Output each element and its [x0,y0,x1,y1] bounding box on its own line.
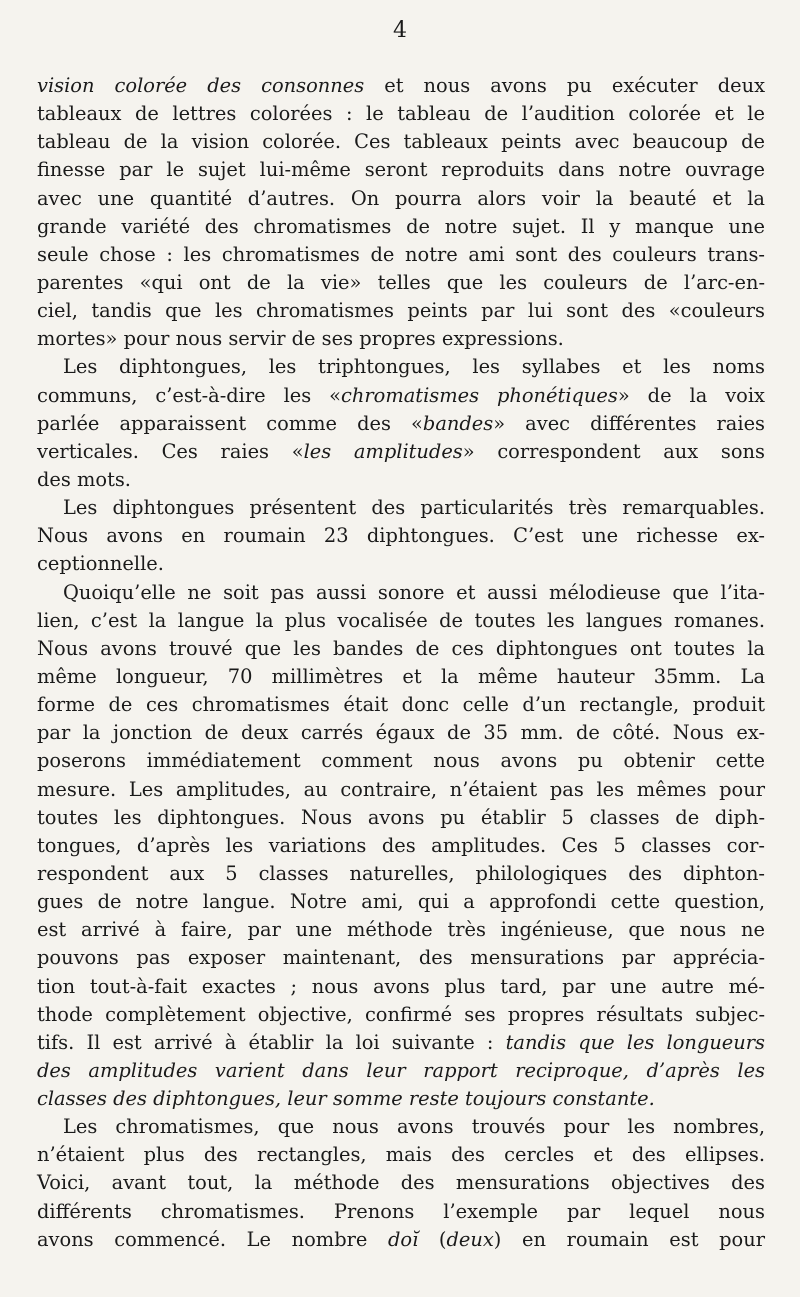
text-line [37,944,765,972]
italic-text: doĭ [387,1227,419,1251]
text-run: grande variété des chromatismes de notre sujet. Il y manque une [37,214,765,238]
text-line [37,438,765,466]
text-run: » avec différentes raies [493,411,765,435]
text-line [37,522,765,550]
text-line [37,1226,765,1254]
text-run: respondent aux 5 classes naturelles, philologiques des diphton- [37,861,765,885]
text-run: tifs. Il est arrivé à établir la loi suivante : [37,1030,506,1054]
text-line [37,579,765,607]
text-run: avec une quantité d’autres. On pourra alors voir la beauté et la [37,186,765,210]
text-run: seule chose : les chromatismes de notre ami sont des couleurs trans- [37,242,765,266]
text-line [37,916,765,944]
text-line [37,747,765,775]
text-run: tableau de la vision colorée. Ces tableaux peints avec beaucoup de [37,130,765,154]
text-run: mesure. Les amplitudes, au contraire, n’étaient pas les mêmes pour [37,777,765,801]
text-line [37,410,765,438]
text-run: toutes les diphtongues. Nous avons pu établir 5 classes de diph- [37,805,765,829]
text-run: finesse par le sujet lui-même seront reproduits dans notre ouvrage [37,158,765,182]
text-line [37,494,765,522]
text-line [37,550,765,578]
text-run: lien, c’est la langue la plus vocalisée de toutes les langues romanes. [37,608,765,632]
text-line [37,776,765,804]
text-run: Nous avons trouvé que les bandes de ces diphtongues ont toutes la [37,636,765,660]
text-run: et nous avons pu exécuter deux [364,74,766,97]
text-run: » de la voix [617,383,765,407]
text-line [37,691,765,719]
text-line [37,297,765,325]
text-line [37,719,765,747]
text-line [37,156,765,184]
italic-text: bandes [422,411,494,435]
text-run: poserons immédiatement comment nous avons pu obtenir cette [37,749,765,773]
text-run: mortes» pour nous servir de ses propres expressions. [37,327,564,351]
text-line [37,973,765,1001]
text-run: n’étaient plus des rectangles, mais des cercles et des ellipses. [37,1143,765,1167]
italic-text: vision colorée des consonnes [37,74,365,97]
text-run: différents chromatismes. Prenons l’exemple par lequel nous [37,1199,765,1223]
text-line [37,325,765,353]
text-line [37,353,765,381]
text-run: avons commencé. Le nombre [37,1227,388,1251]
text-run: ( [418,1227,447,1251]
text-run: tongues, d’après les variations des amplitudes. Ces 5 classes cor- [37,833,765,857]
text-line [37,185,765,213]
text-line [37,663,765,691]
text-run: par la jonction de deux carrés égaux de 35 mm. de côté. Nous ex- [37,721,765,745]
text-run: verticales. Ces raies « [37,439,304,463]
text-run: même longueur, 70 millimètres et la même hauteur 35mm. La [37,664,765,688]
text-run: thode complètement objective, confirmé ses propres résultats subjec- [37,1002,765,1026]
text-run: pouvons pas exposer maintenant, des mensurations par apprécia- [37,946,765,970]
italic-text: deux [446,1227,494,1251]
text-run: forme de ces chromatismes était donc celle d’un rectangle, produit [37,693,765,717]
text-line [37,860,765,888]
text-line [37,241,765,269]
text-line [37,1085,765,1113]
text-line [37,382,765,410]
text-line [37,607,765,635]
text-line [37,1198,765,1226]
text-run: ) en roumain est pour [493,1227,765,1251]
text-line [37,635,765,663]
text-line [37,1001,765,1029]
text-line [37,1141,765,1169]
text-line [37,100,765,128]
text-run: tion tout-à-fait exactes ; nous avons plus tard, par une autre mé- [37,974,765,998]
text-line [37,1029,765,1057]
italic-text: classes des diphtongues, leur somme reste toujours constante. [37,1087,655,1111]
italic-text: chromatismes phonétiques [341,383,618,407]
text-run: des mots. [37,467,131,491]
text-line [37,804,765,832]
text-line [37,269,765,297]
text-run: Quoiqu’elle ne soit pas aussi sonore et aussi mélodieuse que l’ita- [63,580,765,604]
text-line [37,832,765,860]
text-line [37,466,765,494]
text-run: est arrivé à faire, par une méthode très ingénieuse, que nous ne [37,918,765,942]
body-text [37,72,765,1254]
text-line [37,128,765,156]
text-run: Les diphtongues présentent des particularités très remarquables. [63,496,765,520]
text-run: Les diphtongues, les triphtongues, les syllabes et les noms [63,355,765,379]
text-run: parentes «qui ont de la vie» telles que les couleurs de l’arc-en- [37,270,765,294]
text-line [37,72,765,100]
text-run: » correspondent aux sons [462,439,765,463]
text-line [37,1057,765,1085]
text-run: gues de notre langue. Notre ami, qui a approfondi cette question, [37,890,765,914]
italic-text: les amplitudes [303,439,463,463]
text-line [37,1169,765,1197]
page-number: 4 [393,18,407,43]
text-line [37,888,765,916]
text-run: parlée apparaissent comme des « [37,411,423,435]
italic-text: des amplitudes varient dans leur rapport reciproque, d’après les [37,1058,765,1082]
italic-text: tandis que les longueurs [505,1030,765,1054]
text-line [37,213,765,241]
text-run: ciel, tandis que les chromatismes peints par lui sont des «couleurs [37,299,765,323]
text-run: Nous avons en roumain 23 diphtongues. C’est une richesse ex- [37,524,765,548]
text-run: ceptionnelle. [37,552,164,576]
text-run: Les chromatismes, que nous avons trouvés pour les nombres, [63,1115,765,1139]
text-run: tableaux de lettres colorées : le tableau de l’audition colorée et le [37,102,765,126]
text-run: communs, c’est-à-dire les « [37,383,342,407]
text-line [37,1113,765,1141]
text-run: Voici, avant tout, la méthode des mensurations objectives des [37,1171,765,1195]
